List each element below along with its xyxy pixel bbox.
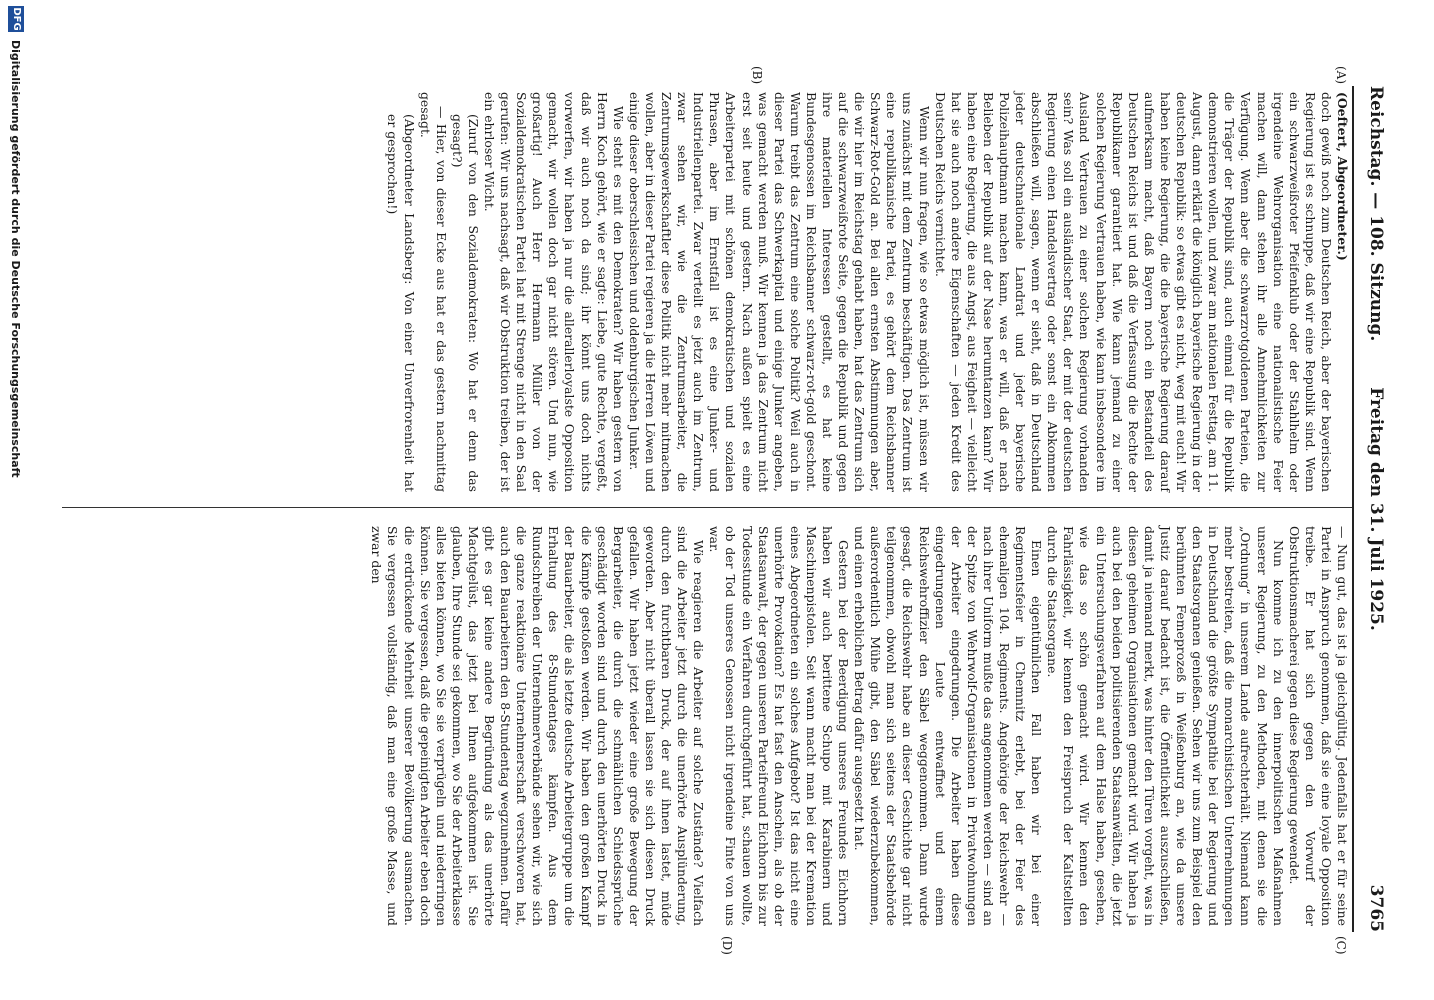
footer-text: Digitalisierung gefördert durch die Deutsche Forschungsgemeinschaft <box>9 40 22 478</box>
interjection: (Abgeordneter Landsberg: Von einer Unverfrorenheit hat er gesprochen!) <box>385 114 417 492</box>
margin-mark-b: (B) <box>750 66 764 85</box>
column-divider <box>62 507 1352 508</box>
right-column <box>368 526 1350 926</box>
margin-mark-c: (C) <box>1334 936 1348 955</box>
header-rule <box>1352 86 1354 932</box>
paragraph: — Hier, von dieser Ecke aus hat er das gestern nachmittag gesagt. <box>417 92 449 492</box>
header-left: Reichstag. — 108. Sitzung. <box>1366 86 1386 342</box>
paragraph: doch gewiß noch zum Deutschen Reich, aber der bayerischen Regierung ist es schnuppe, daß wir eine Republik sind. Wenn ein schwarzweißroter Pfeifenklub oder der Stahlhelm oder irgendeine Wehrorganisation eine nationalistische Feier machen will, dann stehen ihr alle Annehmlichkeiten zur Verfügung. Wenn aber die schwarzrotgoldenen Parteien, die die Träger der Republik sind, auch einmal für die Republik demonstrieren wollen, und zwar am nationalen Festtag, am 11. August, dann erklärt die königlich bayerische Regierung in der deutschen Republik: so etwas gibt es nicht, weg mit euch! Wir haben keine Regierung, die die bayerische Regierung darauf aufmerksam macht, daß Bayern noch ein Bestandteil des Deutschen Reichs ist und daß die Verfassung die Rechte der Republikaner garantiert hat. Wie kann jemand zu einer solchen Regierung Vertrauen haben, wie kann insbesondere im Ausland Vertrauen zu einer solchen Regierung vorhanden sein? Was soll ein ausländischer Staat, der mit der deutschen Regierung einen Handelsvertrag oder sonst ein Abkommen abschließen will, sagen, wenn er sieht, daß in Deutschland jeder deutschnationale Landrat und jeder bayerische Polizeihauptmann machen kann, was er will, daß er nach Belieben der Republik auf der Nase herumtanzen kann? Wir haben eine Regierung, die aus Angst, aus Feigheit — vielleicht hat sie auch noch andere Eigenschaften — jeden Kredit des Deutschen Reichs vernichtet. <box>932 92 1334 492</box>
digitization-footer <box>0 0 30 1000</box>
dfg-logo: DFG <box>8 6 24 32</box>
page-header <box>1356 86 1386 932</box>
paragraph: Wie steht es mit den Demokraten? Wir haben gestern von Herrn Koch gehört, wie er sagte: Liebe, gute Rechte, vergeßt, daß wir auch noch da sind; ihr könnt uns doch nichts vorwerfen, wir haben ja nur die allerallerloyalste Opposition gemacht, wir wollen doch gar nicht stören. Und nun, wie großartig! Auch Herr Hermann Müller von der Sozialdemokratischen Partei hat mit Strenge nicht in den Saal gerufen: Wir uns nachsagt, daß wir Obstruktion treiben, der ist ein ehrloser Wicht. <box>482 92 626 492</box>
paragraph: Einen eigentümlichen Fall haben wir bei einer Regimentsfeier in Chemnitz erlebt, bei der Feier des ehemaligen 104. Regiments. Angehörige der Reichswehr — nach ihrer Uniform mußte das angenommen werden — sind an der Spitze von Wehrwolf-Organisationen in Privatwohnungen der Arbeiter eingedrungen. Die Arbeiter haben diese eingedrungenen Leute entwaffnet und einem Reichswehroffizier den Säbel weggenommen. Dann wurde gesagt, die Reichswehr habe an dieser Geschichte gar nicht teilgenommen, obwohl man sich seitens der Staatsbehörde außerordentlich Mühe gibt, den Säbel wiederzubekommen, und einen erheblichen Betrag dafür ausgesetzt hat. <box>852 526 1045 926</box>
paragraph: Gestern bei der Beerdigung unseres Freundes Eichhorn haben wir auch berittene Schupo mit Karabinern und Maschinenpistolen. Seit wann macht man bei der Kremation eines Abgeordneten ein solches Aufgebot? Ist das nicht eine unerhörte Provokation? Es hat fast den Anschein, als ob der Staatsanwalt, der gegen unseren Parteifreund Eichhorn bis zur Todesstunde ein Verfahren durchgeführt hat, schauen wollte, ob der Tod unseres Genossen nicht irgendeine Finte von uns war. <box>707 526 852 926</box>
interjection: (Zuruf von den Sozialdemokraten: Wo hat er denn das gesagt?) <box>449 114 481 492</box>
paragraph: Nun komme ich zu den innerpolitischen Maßnahmen unserer Regierung, zu den Methoden, mit denen sie die „Ordnung“ in unserem Lande aufrechterhält. Niemand kann mehr bestreiten, daß die monarchistischen Unternehmungen in Deutschland die größte Sympathie bei der Regierung und den Staatsorganen genießen. Sehen wir uns zum Beispiel den berühmten Femeprozeß in Weißenburg an, wie da unsere Justiz darauf bedacht ist, die Öffentlichkeit auszuschließen, damit ja niemand merkt, was hinter den Türen vorgeht, was in diesen geheimen Organisationen gemacht wird. Wir haben ja auch bei den beiden politisierenden Staatsanwälten, die jetzt ein Untersuchungsverfahren auf dem Halse haben, gesehen, wie das so schön gemacht wird. Wir kennen den Fahrlässigkeit, wir kennen den Freispruch der Kaltstellten durch die Staatsorgane. <box>1045 526 1286 926</box>
paragraph: Wenn wir nun fragen, wie so etwas möglich ist, müssen wir uns zunächst mit dem Zentrum beschäftigen. Das Zentrum ist eine republikanische Partei, es gehört dem Reichsbanner Schwarz-Rot-Gold an. Bei allen ernsten Abstimmungen aber, die wir hier im Reichstag gehabt haben, hat das Zentrum sich auf die schwarzweißrote Seite, gegen die Republik und gegen ihre materiellen Interessen gestellt, es hat keine Bundesgenossen im Reichsbanner schwarz-rot-gold geschont. Warum treibt das Zentrum eine solche Politik? Weil auch in dieser Partei das Schwerkapital und einige Junker angeben, was gemacht werden muß. Wir kennen ja das Zentrum nicht erst seit heute und gestern. Nach außen spielt es eine Arbeiterpartei mit schönen demokratischen und sozialen Phrasen, aber im Ernstfall ist es eine Junker- und Industriellenpartei. Zwar verteilt es jetzt auch im Zentrum, zwar sehen wir, wie die Zentrumsarbeiter, die Zentrumsgewerkschaftler diese Politik nicht mehr mitmachen wollen, aber in dieser Partei regieren ja die Herren Löwen und einige dieser oberschlesischen und oldenburgischen Junker. <box>626 92 932 492</box>
left-column <box>384 92 1350 492</box>
paragraph: Wie reagieren die Arbeiter auf solche Zustände? Vielfach sind die Arbeiter jetzt durch die unerhörte Ausplünderung, durch den furchtbaren Druck, der auf ihnen lastet, müde geworden. Aber nicht überall lassen sie sich diesen Druck gefallen. Wir haben jetzt wieder eine große Bewegung der Bergarbeiter, die durch die schmählichen Schiedssprüche geschädigt worden sind und durch den unerhörten Druck in die Kämpfe gestoßen werden. Wir haben den großen Kampf der Bauarbeiter, die als letzte deutsche Arbeitergruppe um die Erhaltung des 8-Stundentages kämpfen. Aus dem Rundschreiben der Unternehmerverbände sehen wir, wie sich die ganze reaktionäre Unternehmerschaft verschworen hat, auch den Bauarbeitern den 8-Stundentag wegzunehmen. Dafür gibt es gar keine andere Begründung als das unerhörte Machtgelüst, das jetzt bei Ihnen aufgekommen ist. Sie glauben, Ihre Stunde sei gekommen, wo Sie der Arbeiterklasse alles bieten können, wo Sie sie verprügeln und niederringen können. Sie vergessen, daß die gepeinigten Arbeiter eben doch die erdrückende Mehrheit unserer Bevölkerung ausmachen. Sie vergessen vollständig, daß man eine große Masse, und zwar den <box>369 526 707 926</box>
paragraph: — Nun gut, das ist ja gleichgültig. Jedenfalls hat er für seine Partei in Anspruch genommen, daß sie eine loyale Opposition treibe. Er hat sich gegen den Vorwurf der Obstruktionsmacherei gegen diese Regierung gewendet. <box>1286 526 1350 926</box>
margin-mark-a: (A) <box>1334 66 1348 85</box>
margin-mark-d: (D) <box>720 936 734 955</box>
speaker-name: (Oeftert, Abgeordneter.) <box>1335 92 1350 261</box>
header-date: Freitag den 31. Juli 1925. <box>1366 387 1386 631</box>
page-number: 3765 <box>1366 884 1386 932</box>
